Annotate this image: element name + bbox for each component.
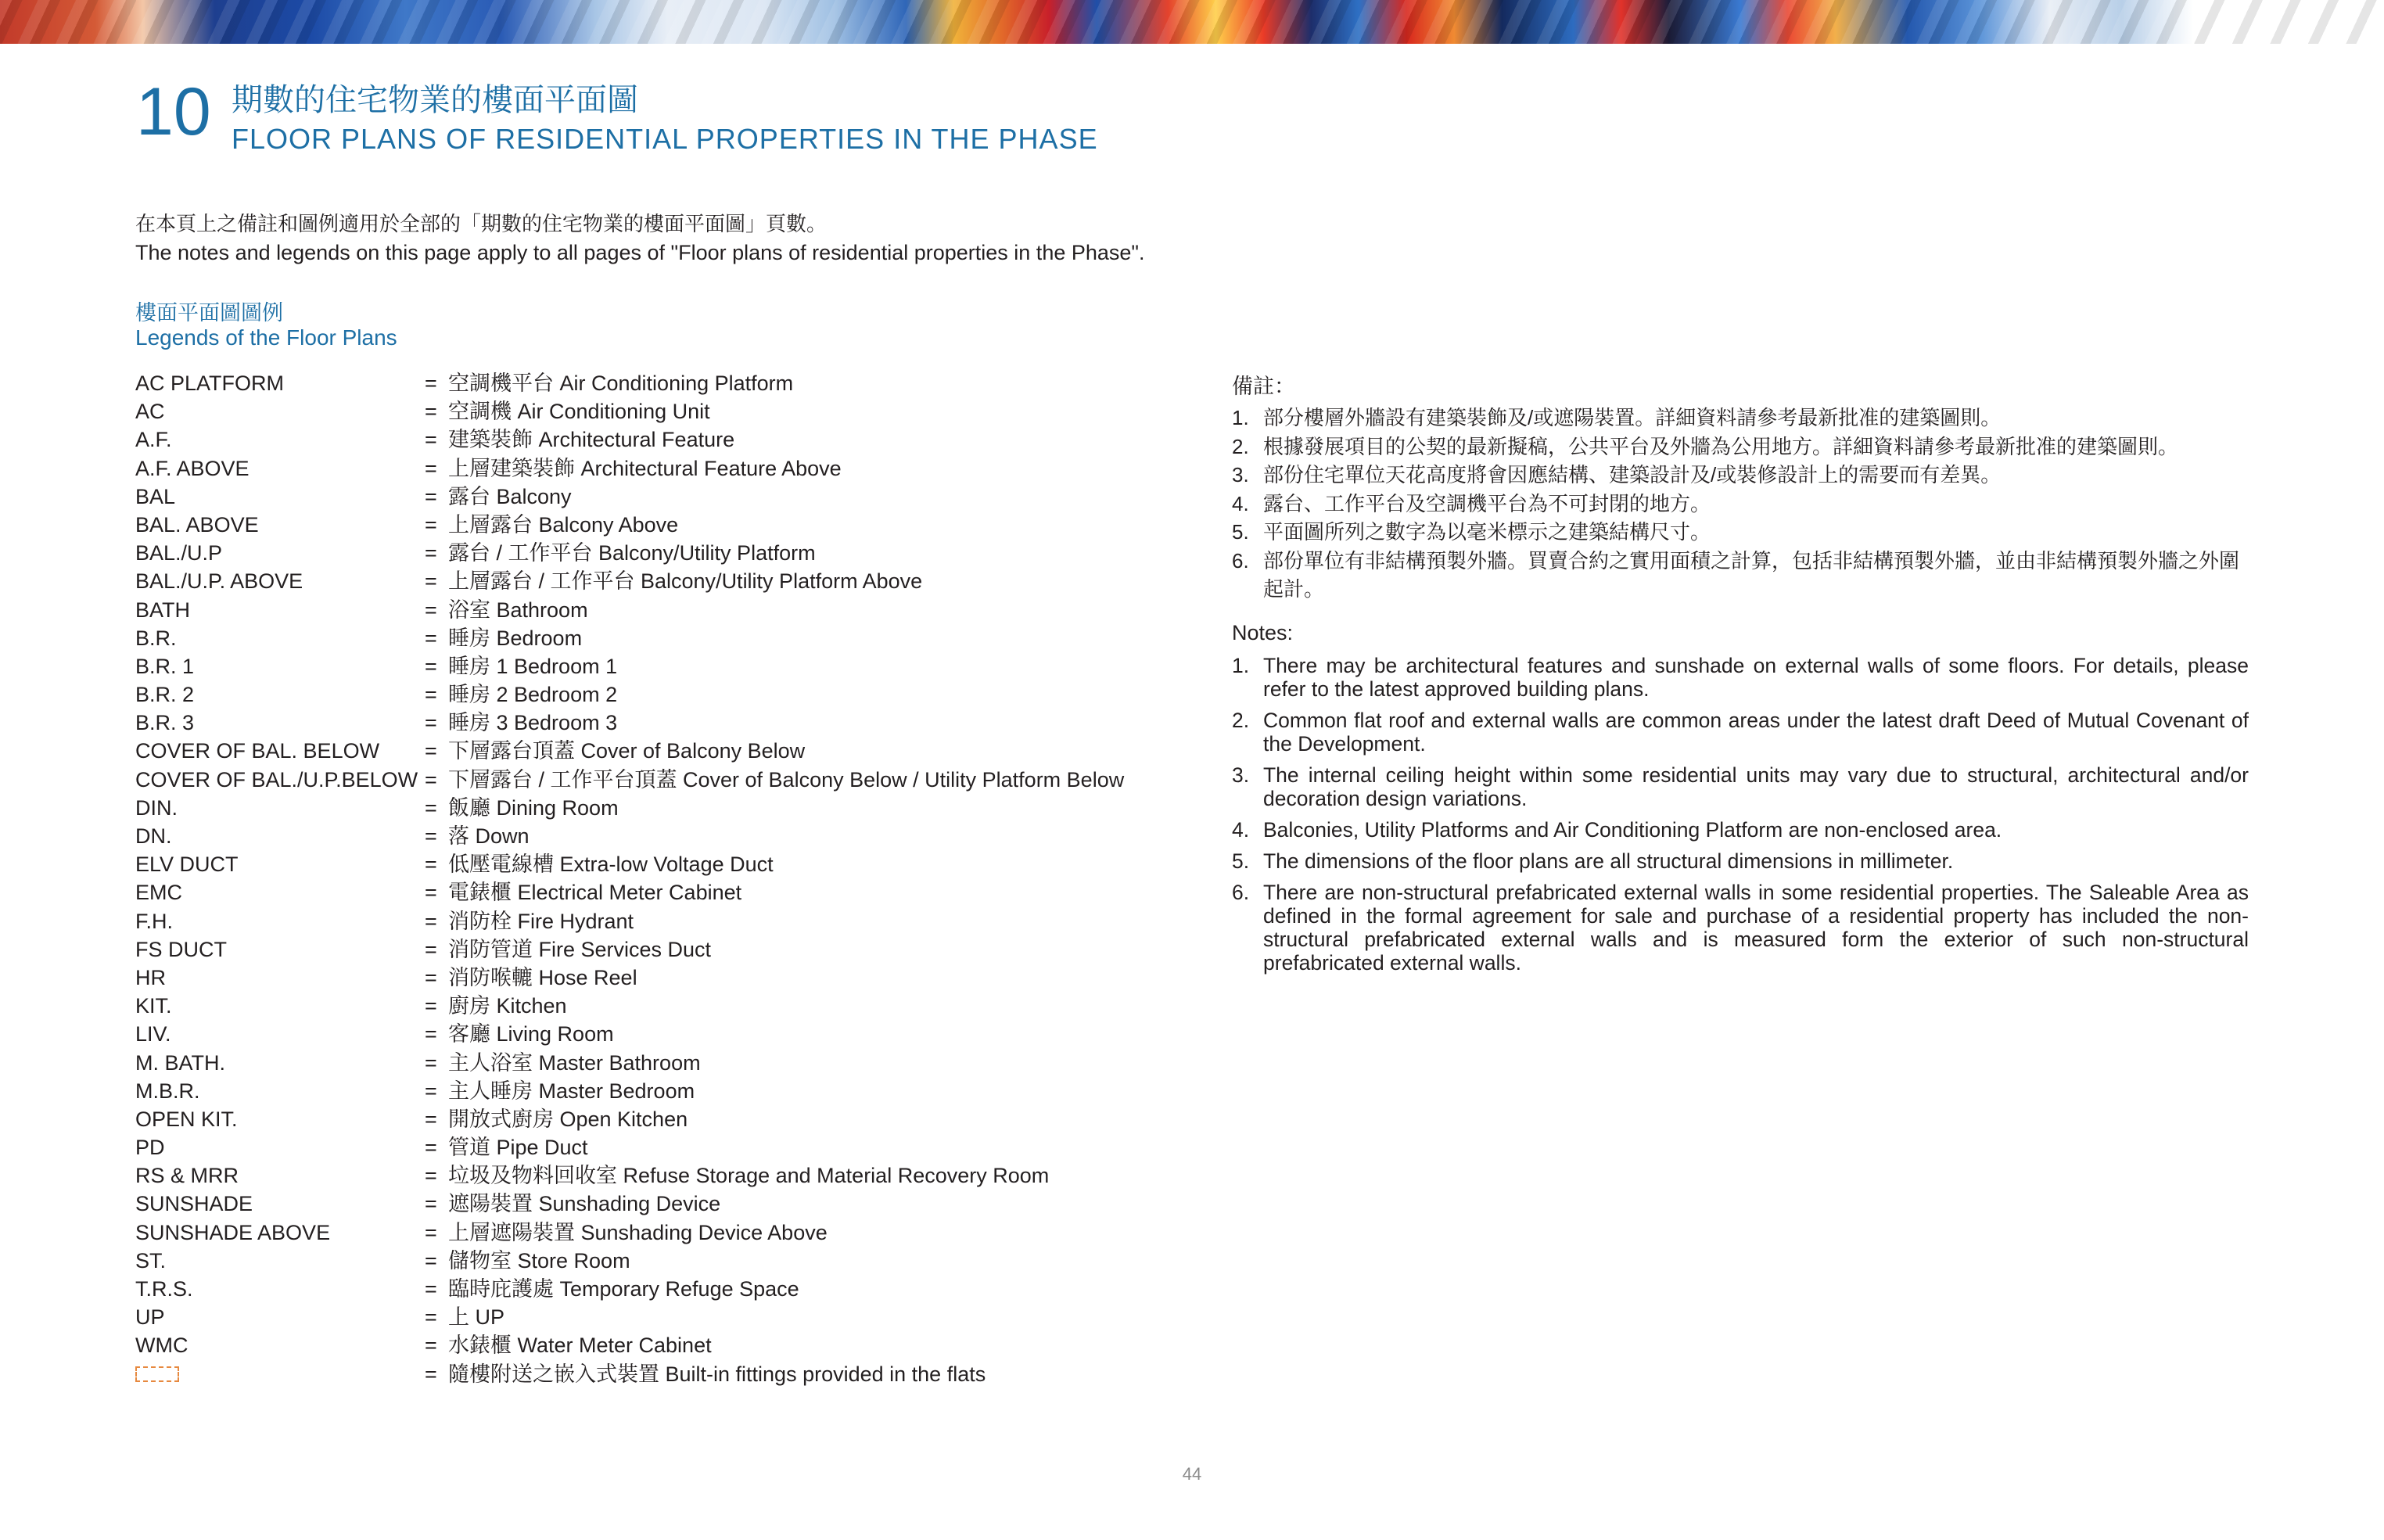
legend-equals: = (425, 853, 437, 877)
legend-equals: = (425, 654, 437, 678)
legend-description: 下層露台 / 工作平台頂蓋 Cover of Balcony Below / Utility Platform Below (448, 767, 1125, 792)
legend-description: 上層露台 / 工作平台 Balcony/Utility Platform Above (448, 569, 923, 594)
legend-row (135, 483, 1215, 511)
legend-abbreviation: UP (135, 1305, 165, 1330)
legend-row (135, 850, 1215, 878)
legend-description: 儲物室 Store Room (448, 1248, 630, 1273)
header-banner-texture (0, 0, 2384, 44)
legend-equals: = (425, 881, 437, 905)
legend-abbreviation: HR (135, 965, 166, 989)
page-number: 44 (1182, 1464, 1202, 1484)
note-item (1232, 490, 2249, 519)
note-item (1232, 461, 2249, 490)
legend-abbreviation: B.R. 1 (135, 654, 195, 678)
notes-list-zh (1232, 404, 2249, 604)
legend-equals: = (425, 1022, 437, 1046)
legend-row-builtin-fittings (135, 1360, 1215, 1388)
legend-equals: = (425, 711, 437, 735)
legend-row (135, 1105, 1215, 1133)
legend-description: 開放式廚房 Open Kitchen (448, 1107, 688, 1131)
legend-row (135, 369, 1215, 397)
legend-equals: = (425, 1334, 437, 1358)
legend-row (135, 1190, 1215, 1218)
dashed-box-symbol-icon (135, 1360, 425, 1388)
note-number: 3. (1232, 763, 1250, 787)
note-number: 5. (1232, 849, 1250, 873)
note-item (1232, 818, 2249, 842)
legend-equals: = (425, 372, 437, 395)
notes-title-zh: 備註： (1232, 375, 1295, 398)
legend-equals: = (425, 1220, 437, 1244)
legend-list (135, 369, 1215, 1388)
legend-abbreviation: M. BATH. (135, 1050, 226, 1075)
legend-equals: = (425, 1248, 437, 1273)
legend-abbreviation: FS DUCT (135, 937, 227, 961)
legend-description: 落 Down (448, 824, 530, 848)
legend-abbreviation: BAL (135, 484, 176, 508)
legend-row (135, 794, 1215, 822)
legend-row (135, 1133, 1215, 1161)
legend-description: 垃圾及物料回收室 Refuse Storage and Material Recovery Room (448, 1164, 1050, 1188)
legend-abbreviation: COVER OF BAL./U.P.BELOW (135, 767, 418, 792)
legend-description: 主人浴室 Master Bathroom (448, 1050, 701, 1075)
intro-text-en: The notes and legends on this page apply to all pages of "Floor plans of residential properties in the Phase". (135, 241, 1145, 264)
legend-equals: = (425, 795, 437, 820)
legend-description: 飯廳 Dining Room (448, 795, 619, 820)
legend-equals: = (425, 484, 437, 508)
note-item (1232, 654, 2249, 701)
legend-row (135, 454, 1215, 483)
legend-description: 遮陽裝置 Sunshading Device (448, 1192, 721, 1216)
note-text: Common flat roof and external walls are common areas under the latest draft Deed of Mutual Covenant of the Development. (1263, 709, 2249, 756)
note-text: 露台、工作平台及空調機平台為不可封閉的地方。 (1263, 491, 1711, 515)
legend-equals: = (425, 739, 437, 763)
legend-abbreviation: B.R. 2 (135, 683, 195, 707)
legend-row (135, 935, 1215, 964)
legend-row (135, 1020, 1215, 1048)
legend-row (135, 992, 1215, 1020)
legend-abbreviation: EMC (135, 881, 182, 905)
legend-equals: = (425, 994, 437, 1018)
note-number: 4. (1232, 818, 1250, 842)
legend-abbreviation: PD (135, 1136, 165, 1160)
legend-row (135, 539, 1215, 567)
legend-row (135, 822, 1215, 850)
note-number: 6. (1232, 548, 1249, 573)
note-number: 1. (1232, 654, 1250, 677)
note-number: 6. (1232, 881, 1250, 904)
legend-description: 空調機平台 Air Conditioning Platform (448, 372, 794, 395)
legend-abbreviation: BATH (135, 598, 191, 622)
legend-abbreviation: ST. (135, 1248, 167, 1273)
legend-description: 電錶櫃 Electrical Meter Cabinet (448, 881, 742, 905)
legend-row (135, 652, 1215, 680)
legend-description: 上層建築裝飾 Architectural Feature Above (448, 456, 842, 480)
note-number: 1. (1232, 406, 1249, 429)
legend-description: 消防栓 Fire Hydrant (448, 909, 634, 933)
legend-row (135, 1331, 1215, 1359)
legend-row (135, 907, 1215, 935)
note-text: 根據發展項目的公契的最新擬稿，公共平台及外牆為公用地方。詳細資料請參考最新批准的建築圖則。 (1263, 434, 2179, 458)
legend-equals: = (425, 965, 437, 989)
legend-abbreviation: B.R. (135, 626, 177, 650)
legend-description: 上層露台 Balcony Above (448, 512, 679, 537)
legend-heading-zh: 樓面平面圖圖例 (135, 301, 283, 325)
legend-abbreviation: COVER OF BAL. BELOW (135, 739, 380, 763)
legend-equals: = (425, 1277, 437, 1301)
legend-description: 消防喉轆 Hose Reel (448, 965, 637, 989)
legend-abbreviation: F.H. (135, 909, 174, 933)
legend-row (135, 596, 1215, 624)
legend-abbreviation: B.R. 3 (135, 711, 195, 735)
legend-equals: = (425, 456, 437, 480)
note-text: 部分樓層外牆設有建築裝飾及/或遮陽裝置。詳細資料請參考最新批准的建築圖則。 (1263, 406, 2002, 429)
section-title-en: FLOOR PLANS OF RESIDENTIAL PROPERTIES IN THE PHASE (232, 123, 1098, 155)
legend-abbreviation: RS & MRR (135, 1164, 239, 1188)
legend-abbreviation: AC (135, 400, 165, 424)
legend-abbreviation: KIT. (135, 994, 172, 1018)
legend-equals: = (425, 1107, 437, 1131)
note-number: 3. (1232, 463, 1249, 486)
legend-equals: = (425, 1305, 437, 1330)
legend-description: 睡房 1 Bedroom 1 (448, 654, 618, 678)
legend-row (135, 766, 1215, 794)
legend-abbreviation: BAL. ABOVE (135, 512, 259, 537)
legend-abbreviation: LIV. (135, 1022, 171, 1046)
legend-abbreviation: M.B.R. (135, 1079, 200, 1103)
legend-equals: = (425, 767, 437, 792)
legend-description: 客廳 Living Room (448, 1022, 614, 1046)
legend-row (135, 567, 1215, 595)
legend-description: 上 UP (448, 1305, 505, 1330)
legend-abbreviation: DN. (135, 824, 172, 848)
legend-description: 低壓電線槽 Extra-low Voltage Duct (448, 853, 774, 877)
legend-abbreviation: DIN. (135, 795, 178, 820)
note-item (1232, 547, 2249, 604)
note-text: There are non-structural prefabricated external walls in some residential properties. The Saleable Area as defined in the formal agreement for sale and purchase of a residential property has included the non-structural prefabricated external walls and is measured form the exterior of such non-structural prefabricated external walls. (1263, 881, 2249, 975)
legend-equals: = (425, 1079, 437, 1103)
legend-row (135, 624, 1215, 652)
legend-equals: = (425, 683, 437, 707)
note-text: The internal ceiling height within some residential units may vary due to structural, architectural and/or decoration design variations. (1263, 763, 2249, 810)
legend-abbreviation: SUNSHADE (135, 1192, 253, 1216)
legend-row (135, 397, 1215, 425)
note-item (1232, 518, 2249, 547)
note-item (1232, 849, 2249, 873)
legend-description: 睡房 Bedroom (448, 626, 583, 650)
legend-abbreviation: A.F. ABOVE (135, 456, 250, 480)
note-text: Balconies, Utility Platforms and Air Conditioning Platform are non-enclosed area. (1263, 818, 2002, 842)
legend-equals: = (425, 428, 437, 452)
legend-row (135, 1247, 1215, 1275)
legend-description: 主人睡房 Master Bedroom (448, 1079, 695, 1103)
note-item (1232, 763, 2249, 810)
legend-equals: = (425, 598, 437, 622)
legend-abbreviation: AC PLATFORM (135, 372, 285, 395)
legend-equals: = (425, 1192, 437, 1216)
note-text: There may be architectural features and sunshade on external walls of some floors. For details, please refer to the latest approved building plans. (1263, 654, 2249, 701)
legend-equals: = (425, 541, 437, 565)
legend-description: 消防管道 Fire Services Duct (448, 937, 712, 961)
legend-equals: = (425, 569, 437, 594)
notes-title-en: Notes: (1232, 621, 1294, 644)
legend-row (135, 709, 1215, 737)
legend-description: 露台 Balcony (448, 484, 572, 508)
legend-abbreviation: WMC (135, 1334, 188, 1358)
note-item (1232, 433, 2249, 461)
legend-abbreviation: A.F. (135, 428, 172, 452)
legend-description: 空調機 Air Conditioning Unit (448, 400, 710, 424)
legend-description: 臨時庇護處 Temporary Refuge Space (448, 1277, 799, 1301)
legend-description: 廚房 Kitchen (448, 994, 567, 1018)
note-text: 部份住宅單位天花高度將會因應結構、建築設計及/或裝修設計上的需要而有差異。 (1263, 463, 2002, 486)
legend-description: 浴室 Bathroom (448, 598, 588, 622)
legend-row (135, 1219, 1215, 1247)
note-number: 2. (1232, 709, 1250, 732)
legend-equals: = (425, 1050, 437, 1075)
note-item (1232, 881, 2249, 975)
note-text: 部份單位有非結構預製外牆。買賣合約之實用面積之計算，包括非結構預製外牆，並由非結構預製外牆之外圍起計。 (1263, 548, 2240, 601)
legend-description: 下層露台頂蓋 Cover of Balcony Below (448, 739, 806, 763)
note-item (1232, 709, 2249, 756)
legend-abbreviation: SUNSHADE ABOVE (135, 1220, 331, 1244)
legend-equals: = (425, 1362, 437, 1386)
legend-row (135, 680, 1215, 709)
legend-description: 上層遮陽裝置 Sunshading Device Above (448, 1220, 828, 1244)
legend-row (135, 1077, 1215, 1105)
legend-description: 睡房 3 Bedroom 3 (448, 711, 618, 735)
legend-heading-en: Legends of the Floor Plans (135, 325, 397, 350)
legend-equals: = (425, 626, 437, 650)
legend-equals: = (425, 937, 437, 961)
legend-equals: = (425, 909, 437, 933)
legend-row (135, 511, 1215, 539)
legend-description: 睡房 2 Bedroom 2 (448, 683, 618, 707)
notes-list-en (1232, 654, 2249, 982)
legend-description: 隨樓附送之嵌入式裝置 Built-in fittings provided in the flats (448, 1362, 986, 1386)
legend-abbreviation: OPEN KIT. (135, 1107, 238, 1131)
note-text: 平面圖所列之數字為以毫米標示之建築結構尺寸。 (1263, 520, 1711, 544)
section-title-zh: 期數的住宅物業的樓面平面圖 (232, 83, 638, 117)
legend-description: 水錶櫃 Water Meter Cabinet (448, 1334, 712, 1358)
note-number: 4. (1232, 491, 1249, 515)
legend-abbreviation: T.R.S. (135, 1277, 193, 1301)
intro-text-zh: 在本頁上之備註和圖例適用於全部的「期數的住宅物業的樓面平面圖」頁數。 (135, 212, 828, 235)
legend-abbreviation: BAL./U.P. ABOVE (135, 569, 303, 594)
legend-row (135, 1161, 1215, 1190)
legend-abbreviation: BAL./U.P (135, 541, 223, 565)
note-number: 5. (1232, 520, 1249, 544)
legend-equals: = (425, 824, 437, 848)
legend-row (135, 878, 1215, 906)
section-number: 10 (136, 74, 211, 149)
legend-equals: = (425, 1136, 437, 1160)
note-number: 2. (1232, 434, 1249, 458)
legend-equals: = (425, 1164, 437, 1188)
legend-description: 露台 / 工作平台 Balcony/Utility Platform (448, 541, 816, 565)
built-in-fittings-symbol-icon (135, 1366, 179, 1382)
legend-row (135, 1303, 1215, 1331)
legend-row (135, 1049, 1215, 1077)
legend-row (135, 425, 1215, 454)
legend-equals: = (425, 512, 437, 537)
note-item (1232, 404, 2249, 433)
note-text: The dimensions of the floor plans are all structural dimensions in millimeter. (1263, 849, 1954, 873)
legend-description: 建築裝飾 Architectural Feature (448, 428, 735, 452)
legend-row (135, 737, 1215, 765)
legend-abbreviation: ELV DUCT (135, 853, 239, 877)
legend-description: 管道 Pipe Duct (448, 1136, 588, 1160)
legend-row (135, 964, 1215, 992)
legend-row (135, 1275, 1215, 1303)
legend-equals: = (425, 400, 437, 424)
